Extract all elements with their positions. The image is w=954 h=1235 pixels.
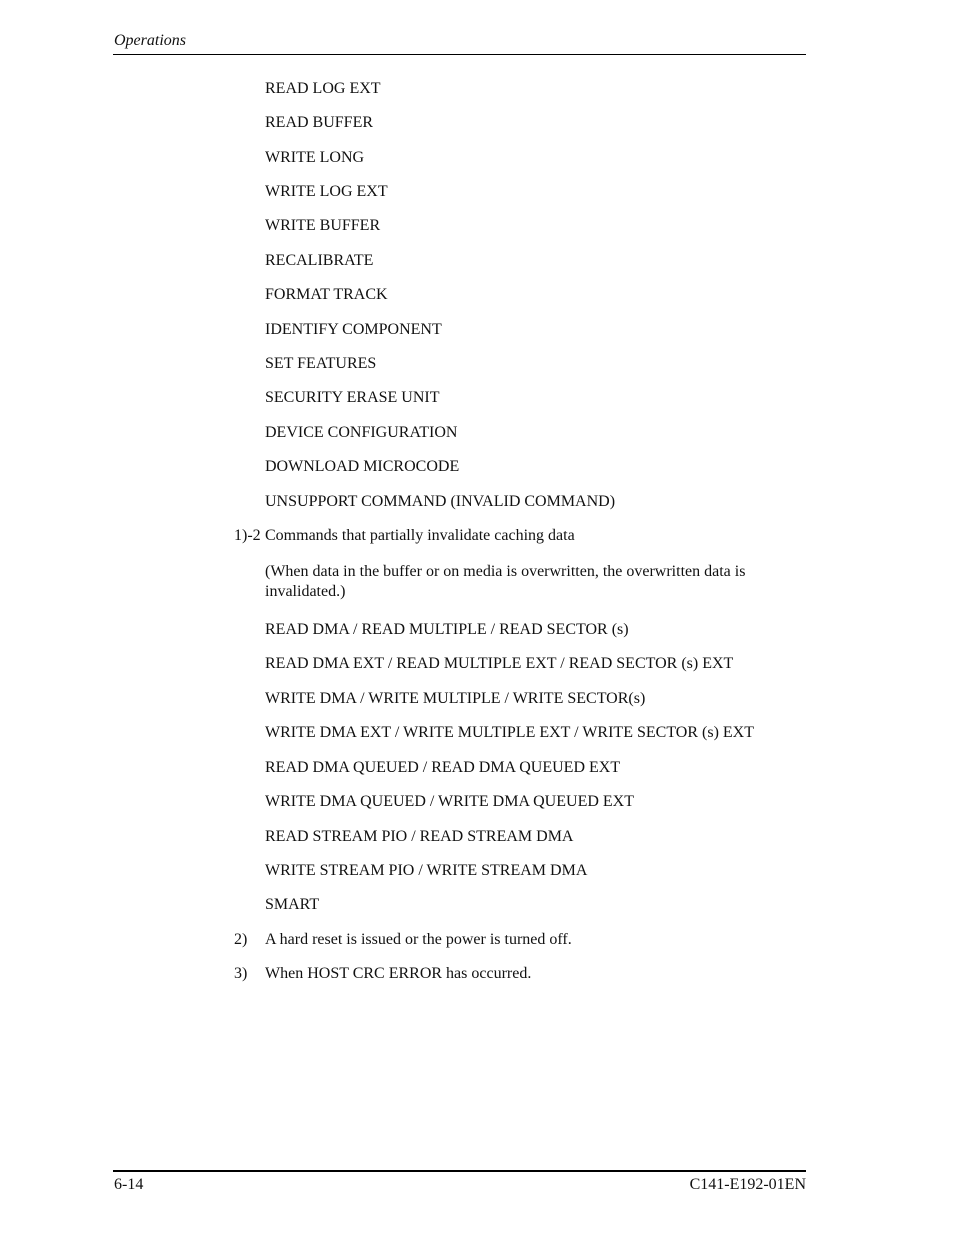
list-item: DEVICE CONFIGURATION xyxy=(265,424,458,441)
document-id: C141-E192-01EN xyxy=(689,1176,806,1193)
list-item: WRITE DMA / WRITE MULTIPLE / WRITE SECTOR(s) xyxy=(265,690,646,707)
section-note: (When data in the buffer or on media is overwritten, the overwritten data is invalidated.) xyxy=(265,563,746,600)
list-item: READ DMA / READ MULTIPLE / READ SECTOR (s) xyxy=(265,621,629,638)
page-header-title: Operations xyxy=(114,32,186,49)
list-item: WRITE STREAM PIO / WRITE STREAM DMA xyxy=(265,862,588,879)
list-item: WRITE DMA EXT / WRITE MULTIPLE EXT / WRITE SECTOR (s) EXT xyxy=(265,724,755,741)
item-number: 2) xyxy=(234,931,248,948)
list-item: WRITE BUFFER xyxy=(265,217,381,234)
list-item: WRITE LONG xyxy=(265,149,365,166)
item-text: A hard reset is issued or the power is turned off. xyxy=(265,931,572,948)
list-item: DOWNLOAD MICROCODE xyxy=(265,458,460,475)
list-item: SECURITY ERASE UNIT xyxy=(265,389,440,406)
list-item: READ DMA EXT / READ MULTIPLE EXT / READ SECTOR (s) EXT xyxy=(265,655,734,672)
item-number: 3) xyxy=(234,965,248,982)
list-item: IDENTIFY COMPONENT xyxy=(265,321,442,338)
page-number: 6-14 xyxy=(114,1176,144,1193)
section-number: 1)-2 xyxy=(234,527,261,544)
list-item: WRITE DMA QUEUED / WRITE DMA QUEUED EXT xyxy=(265,793,634,810)
section-title: Commands that partially invalidate caching data xyxy=(265,527,575,544)
header-rule xyxy=(113,54,806,55)
list-item: SMART xyxy=(265,896,320,913)
footer-rule xyxy=(113,1170,806,1172)
item-text: When HOST CRC ERROR has occurred. xyxy=(265,965,532,982)
list-item: WRITE LOG EXT xyxy=(265,183,388,200)
list-item: RECALIBRATE xyxy=(265,252,374,269)
list-item: READ BUFFER xyxy=(265,114,374,131)
list-item: SET FEATURES xyxy=(265,355,377,372)
list-item: READ STREAM PIO / READ STREAM DMA xyxy=(265,828,574,845)
list-item: READ LOG EXT xyxy=(265,80,381,97)
list-item: FORMAT TRACK xyxy=(265,286,388,303)
list-item: UNSUPPORT COMMAND (INVALID COMMAND) xyxy=(265,493,616,510)
list-item: READ DMA QUEUED / READ DMA QUEUED EXT xyxy=(265,759,621,776)
